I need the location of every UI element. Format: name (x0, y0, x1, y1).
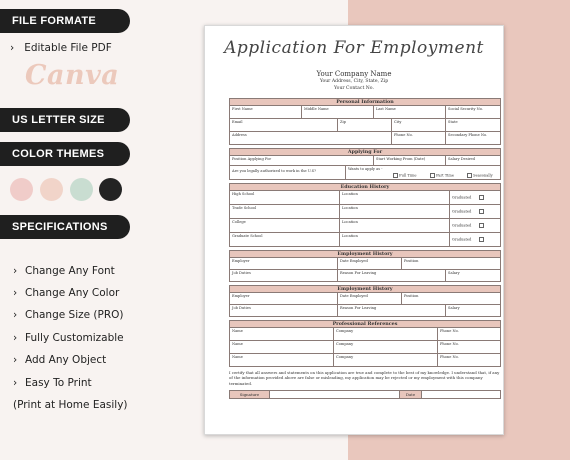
reference-row (230, 341, 500, 354)
reference-name-field[interactable]: Name (230, 341, 334, 353)
color-themes-heading: COLOR THEMES (0, 142, 130, 166)
file-format-item: › Editable File PDF (10, 42, 112, 54)
color-swatch-black[interactable] (99, 178, 122, 201)
chevron-right-icon: › (13, 354, 18, 366)
graduated-label: Graduated (452, 237, 472, 242)
graduated-checkbox[interactable] (479, 223, 484, 228)
location-field[interactable]: Location (340, 233, 450, 246)
date-employed-field[interactable]: Date Employed (338, 258, 402, 269)
reference-phone-field[interactable]: Phone No. (440, 355, 459, 359)
full-time-option[interactable] (391, 173, 417, 178)
spec-item (13, 354, 106, 366)
full-time-label: Full Time (399, 173, 417, 178)
color-swatch-sage[interactable] (70, 178, 93, 201)
chevron-right-icon: › (13, 309, 18, 321)
position-field[interactable]: Position (404, 259, 419, 263)
applying-grid (229, 156, 501, 180)
salary-field[interactable]: Salary (448, 271, 460, 275)
spec-item (13, 377, 92, 389)
graduated-field[interactable] (450, 233, 500, 246)
reason-leaving-field[interactable]: Reason For Leaving (338, 270, 446, 281)
form-row (230, 106, 500, 119)
ssn-field[interactable]: Social Security No. (448, 107, 484, 111)
print-note: (Print at Home Easily) (13, 399, 128, 411)
section-header-personal: Personal Information (229, 98, 501, 106)
address-field[interactable]: Address (230, 132, 392, 144)
seasonally-label: Seasonally (473, 173, 493, 178)
state-field[interactable]: State (448, 120, 458, 124)
form-row (230, 156, 500, 166)
spec-item (13, 309, 124, 321)
form-row (230, 132, 500, 145)
graduated-label: Graduated (452, 223, 472, 228)
spec-label: Change Any Font (25, 265, 115, 277)
graduated-field[interactable] (450, 205, 500, 218)
education-grid (229, 191, 501, 247)
employment-grid (229, 258, 501, 282)
form-row (230, 270, 500, 282)
position-field[interactable]: Position Applying For (230, 156, 374, 165)
middle-name-field[interactable]: Middle Name (302, 106, 374, 118)
canva-logo: Canva (25, 60, 120, 91)
section-header-employment: Employment History (229, 250, 501, 258)
secondary-phone-field[interactable]: Secondary Phone No. (448, 133, 488, 137)
first-name-field[interactable]: First Name (230, 106, 302, 118)
date-field[interactable] (422, 391, 500, 398)
authorized-question: Are you legally authorized to work in the U.S? (230, 166, 346, 179)
color-swatch-pink[interactable] (10, 178, 33, 201)
location-field[interactable]: Location (340, 205, 450, 218)
spec-label: Add Any Object (25, 354, 107, 366)
signature-field[interactable] (270, 391, 400, 398)
email-field[interactable]: Email (230, 119, 338, 131)
chevron-right-icon: › (13, 265, 18, 277)
school-field[interactable]: College (230, 219, 340, 232)
color-swatch-peach[interactable] (40, 178, 63, 201)
form-row (230, 293, 500, 305)
employer-field[interactable]: Employer (230, 293, 338, 304)
seasonally-checkbox[interactable] (467, 173, 472, 178)
full-time-checkbox[interactable] (393, 173, 398, 178)
apply-as-group (346, 166, 500, 179)
chevron-right-icon: › (13, 332, 18, 344)
company-contact: Your Contact No. (334, 86, 374, 91)
date-employed-field[interactable]: Date Employed (338, 293, 402, 304)
school-field[interactable]: Trade School (230, 205, 340, 218)
employer-field[interactable]: Employer (230, 258, 338, 269)
reference-phone-field[interactable]: Phone No. (440, 342, 459, 346)
phone-field[interactable]: Phone No. (392, 132, 446, 144)
personal-grid (229, 106, 501, 145)
employment-grid (229, 293, 501, 317)
part-time-checkbox[interactable] (430, 173, 435, 178)
signature-label: Signature (230, 391, 270, 398)
reference-row (230, 354, 500, 367)
apply-as-label: Wants to apply as - (348, 167, 383, 171)
reference-name-field[interactable]: Name (230, 328, 334, 340)
graduated-checkbox[interactable] (479, 237, 484, 242)
us-letter-heading: US LETTER SIZE (0, 108, 130, 132)
form-row (230, 305, 500, 317)
reference-name-field[interactable]: Name (230, 354, 334, 366)
application-form-sheet (204, 25, 504, 435)
form-row (230, 258, 500, 270)
spec-item (13, 332, 124, 344)
declaration-text: I certify that all answers and statements on this application are true and complete to the best of my knowledge. I understand that, if any of the information provided above are false or misleading, my application may be rejected or my employment with this company terminated. (229, 370, 500, 386)
education-row (230, 191, 500, 205)
graduated-checkbox[interactable] (479, 195, 484, 200)
reference-phone-field[interactable]: Phone No. (440, 329, 459, 333)
date-label: Date (400, 391, 422, 398)
reference-company-field[interactable]: Company (334, 354, 438, 366)
education-row (230, 205, 500, 219)
graduated-field[interactable] (450, 191, 500, 204)
references-grid (229, 328, 501, 367)
form-row (230, 166, 500, 180)
reason-leaving-field[interactable]: Reason For Leaving (338, 305, 446, 316)
job-duties-field[interactable]: Job Duties (230, 270, 338, 281)
start-date-field[interactable]: Start Working From (Date) (374, 156, 446, 165)
location-field[interactable]: Location (340, 191, 450, 204)
section-header-references: Professional References (229, 320, 501, 328)
school-field[interactable]: High School (230, 191, 340, 204)
company-address: Your Address, City, State, Zip (319, 79, 389, 84)
spec-label: Easy To Print (25, 377, 92, 389)
part-time-label: Part Time (436, 173, 454, 178)
section-header-employment: Employment History (229, 285, 501, 293)
reference-company-field[interactable]: Company (334, 341, 438, 353)
graduated-label: Graduated (452, 195, 472, 200)
spec-item (13, 265, 115, 277)
section-header-education: Education History (229, 183, 501, 191)
form-title: Application For Employment (224, 38, 484, 58)
city-field[interactable]: City (392, 119, 446, 131)
specifications-heading: SPECIFICATIONS (0, 215, 130, 239)
file-format-heading: FILE FORMATE (0, 9, 130, 33)
part-time-option[interactable] (428, 173, 454, 178)
salary-desired-field[interactable]: Salary Desired (448, 157, 475, 161)
job-duties-field[interactable]: Job Duties (230, 305, 338, 316)
education-row (230, 219, 500, 233)
form-body (229, 98, 501, 399)
form-row (230, 119, 500, 132)
chevron-right-icon: › (13, 287, 18, 299)
salary-field[interactable]: Salary (448, 306, 460, 310)
reference-company-field[interactable]: Company (334, 328, 438, 340)
spec-label: Change Size (PRO) (25, 309, 124, 321)
file-format-label: Editable File PDF (24, 42, 112, 54)
signature-row (229, 390, 501, 399)
position-field[interactable]: Position (404, 294, 419, 298)
spec-label: Change Any Color (25, 287, 120, 299)
last-name-field[interactable]: Last Name (374, 106, 446, 118)
graduated-label: Graduated (452, 209, 472, 214)
graduated-field[interactable] (450, 219, 500, 232)
section-header-applying: Applying For (229, 148, 501, 156)
school-field[interactable]: Graduate School (230, 233, 340, 246)
chevron-right-icon: › (13, 377, 18, 389)
spec-item (13, 287, 119, 299)
spec-label: Fully Customizable (25, 332, 124, 344)
education-row (230, 233, 500, 247)
location-field[interactable]: Location (340, 219, 450, 232)
company-name: Your Company Name (316, 70, 392, 78)
graduated-checkbox[interactable] (479, 209, 484, 214)
seasonally-option[interactable] (465, 173, 493, 178)
reference-row (230, 328, 500, 341)
zip-field[interactable]: Zip (338, 119, 392, 131)
